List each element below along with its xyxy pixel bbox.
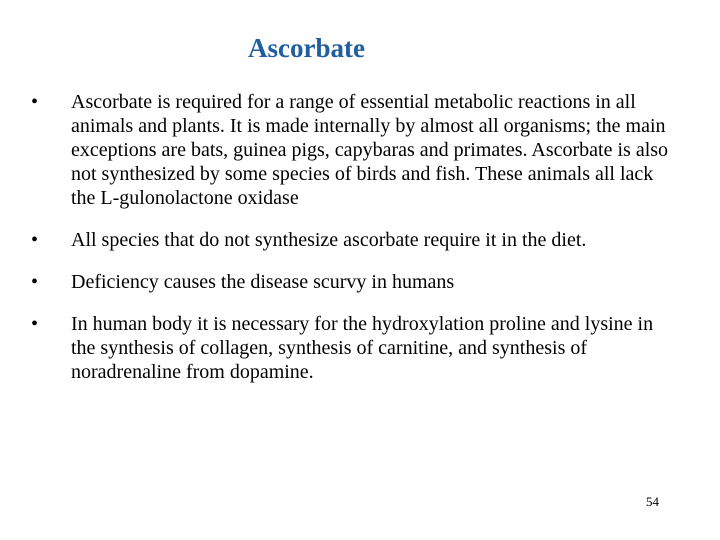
bullet-text: All species that do not synthesize ascorbate require it in the diet. bbox=[71, 229, 587, 251]
bullet-icon: • bbox=[31, 91, 39, 113]
bullet-item-3 bbox=[30, 270, 670, 294]
bullet-text: In human body it is necessary for the hydroxylation proline and lysine in the synthesis of collagen, synthesis of carnitine, and synthesis of noradrenaline from dopamine. bbox=[71, 313, 654, 383]
slide-title: Ascorbate bbox=[248, 33, 365, 63]
bullet-icon: • bbox=[31, 271, 39, 293]
bullet-icon: • bbox=[31, 313, 39, 335]
page-number: 54 bbox=[646, 494, 659, 509]
bullet-text: Ascorbate is required for a range of essential metabolic reactions in all animals and plants. It is made internally by almost all organisms; the main exceptions are bats, guinea pigs, capybaras and primates. Ascorbate is also not synthesized by some species of birds and fish. These animals all lack the L-gulonolactone oxidase bbox=[71, 91, 669, 209]
bullet-item-4 bbox=[30, 312, 670, 384]
bullet-item-1 bbox=[30, 90, 670, 210]
bullet-item-2 bbox=[30, 228, 670, 252]
bullet-icon: • bbox=[31, 229, 39, 251]
bullet-text: Deficiency causes the disease scurvy in humans bbox=[71, 271, 455, 293]
bullet-list bbox=[30, 90, 670, 402]
